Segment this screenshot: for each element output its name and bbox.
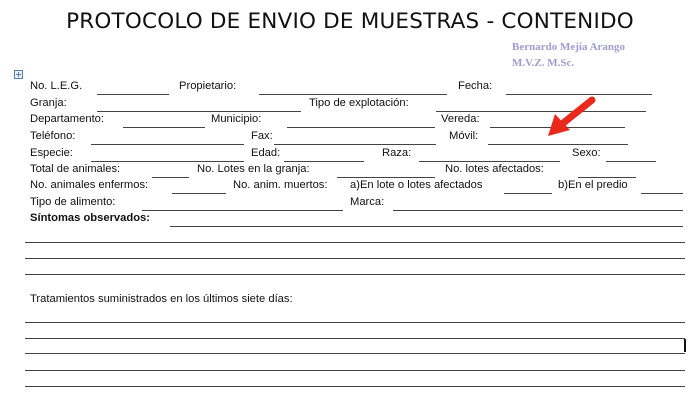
- phone-label: Teléfono:: [30, 130, 76, 142]
- red-arrow-icon: [540, 94, 600, 140]
- district-label: Vereda:: [441, 113, 480, 125]
- total-animals-label: Total de animales:: [30, 163, 121, 175]
- phone-field[interactable]: [91, 144, 244, 145]
- sick-animals-field[interactable]: [172, 193, 226, 194]
- department-label: Departamento:: [30, 113, 105, 125]
- affected-lots-field[interactable]: [578, 177, 636, 178]
- treatments-line-5[interactable]: [25, 386, 685, 387]
- breed-label: Raza:: [382, 147, 412, 159]
- brand-field[interactable]: [393, 210, 683, 211]
- sick-animals-label: No. animales enfermos:: [30, 179, 149, 191]
- document-title: PROTOCOLO DE ENVIO DE MUESTRAS - CONTENIDO: [66, 9, 634, 34]
- brand-label: Marca:: [350, 196, 385, 208]
- farm-field[interactable]: [97, 111, 301, 112]
- mobile-label: Móvil:: [449, 130, 479, 142]
- total-animals-field[interactable]: [152, 177, 189, 178]
- text-cursor: [684, 339, 686, 352]
- symptoms-label: Síntomas observados:: [30, 212, 150, 224]
- feed-type-label: Tipo de alimento:: [30, 196, 116, 208]
- leg-field[interactable]: [97, 94, 169, 95]
- treatments-label: Tratamientos suministrados en los últimos siete días:: [30, 293, 293, 305]
- sex-field[interactable]: [606, 161, 656, 162]
- owner-field[interactable]: [259, 94, 447, 95]
- age-label: Edad:: [251, 147, 281, 159]
- author-name: Bernardo Mejía Arango: [512, 41, 626, 53]
- species-label: Especie:: [30, 147, 73, 159]
- species-field[interactable]: [91, 161, 244, 162]
- on-premises-label: b)En el predio: [558, 179, 628, 191]
- author-watermark: [512, 39, 625, 71]
- owner-label: Propietario:: [179, 80, 237, 92]
- farm-label: Granja:: [30, 97, 67, 109]
- exploitation-type-label: Tipo de explotación:: [309, 97, 409, 109]
- in-affected-lots-label: a)En lote o lotes afectados: [350, 179, 483, 191]
- farm-lots-label: No. Lotes en la granja:: [197, 163, 310, 175]
- affected-lots-label: No. lotes afectados:: [445, 163, 544, 175]
- symptoms-line-4[interactable]: [25, 274, 685, 275]
- municipality-label: Municipio:: [211, 113, 262, 125]
- feed-type-field[interactable]: [142, 210, 343, 211]
- date-label: Fecha:: [458, 80, 493, 92]
- symptoms-line-3[interactable]: [25, 258, 685, 259]
- table-move-handle-icon[interactable]: [14, 70, 23, 79]
- author-credentials: M.V.Z. M.Sc.: [512, 57, 575, 69]
- municipality-field[interactable]: [287, 127, 435, 128]
- in-affected-lots-field[interactable]: [504, 193, 552, 194]
- fax-field[interactable]: [274, 144, 436, 145]
- dead-animals-label: No. anim. muertos:: [233, 179, 328, 191]
- department-field[interactable]: [123, 127, 205, 128]
- fax-label: Fax:: [251, 130, 273, 142]
- on-premises-field[interactable]: [641, 193, 683, 194]
- mobile-field[interactable]: [488, 144, 628, 145]
- leg-label: No. L.E.G.: [30, 80, 83, 92]
- treatments-line-1[interactable]: [25, 322, 685, 323]
- symptoms-field[interactable]: [170, 226, 683, 227]
- sex-label: Sexo:: [572, 147, 601, 159]
- farm-lots-field[interactable]: [337, 177, 435, 178]
- treatments-line-4[interactable]: [25, 370, 685, 371]
- symptoms-line-2[interactable]: [25, 242, 685, 243]
- breed-field[interactable]: [419, 161, 560, 162]
- treatments-line-3[interactable]: [25, 353, 685, 354]
- age-field[interactable]: [284, 161, 364, 162]
- treatments-line-2[interactable]: [25, 338, 685, 339]
